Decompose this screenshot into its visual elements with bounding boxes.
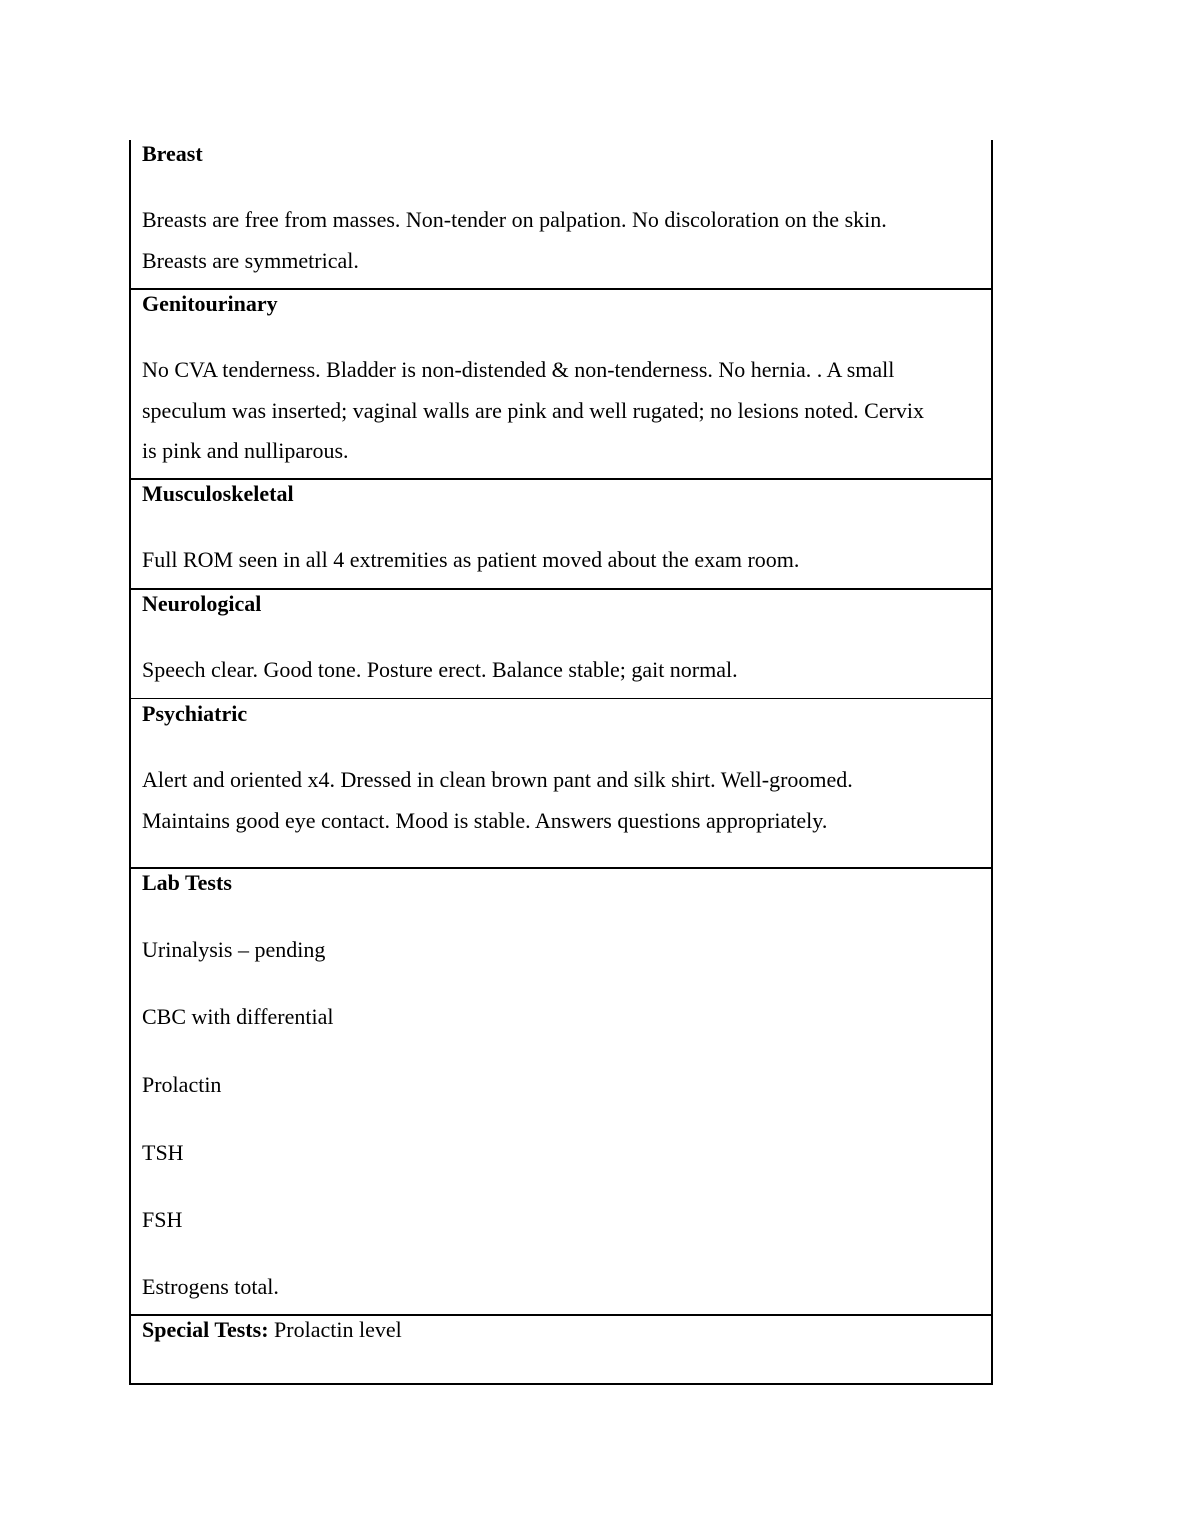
genitourinary-findings (142, 350, 987, 472)
neurological-line-1: Speech clear. Good tone. Posture erect. Balance stable; gait normal. (142, 657, 738, 682)
lab-test-item: TSH (142, 1140, 184, 1165)
row-divider (131, 698, 991, 699)
breast-line-2: Breasts are symmetrical. (142, 247, 359, 273)
lab-test-item: FSH (142, 1207, 183, 1232)
psychiatric-line-2: Maintains good eye contact. Mood is stable. Answers questions appropriately. (142, 807, 828, 833)
special-tests-value: Prolactin level (268, 1317, 402, 1342)
genitourinary-line-2: speculum was inserted; vaginal walls are pink and well rugated; no lesions noted. Cervix (142, 397, 925, 423)
lab-test-item: Estrogens total. (142, 1274, 279, 1299)
neurological-findings (142, 650, 987, 691)
special-tests-heading: Special Tests: (142, 1317, 269, 1342)
breast-findings (142, 200, 987, 281)
neurological-heading: Neurological (142, 591, 262, 616)
psychiatric-line-1: Alert and oriented x4. Dressed in clean brown pant and silk shirt. Well-groomed. (142, 767, 853, 792)
breast-heading: Breast (142, 141, 203, 166)
lab-test-item: Prolactin (142, 1072, 222, 1097)
lab-tests-heading: Lab Tests (142, 870, 232, 895)
genitourinary-line-1: No CVA tenderness. Bladder is non-distended & non-tenderness. No hernia. . A small (142, 357, 895, 382)
breast-line-1: Breasts are free from masses. Non-tender on palpation. No discoloration on the skin. (142, 207, 887, 232)
genitourinary-heading: Genitourinary (142, 291, 278, 316)
musculoskeletal-findings (142, 540, 987, 581)
genitourinary-line-3: is pink and nulliparous. (142, 438, 349, 463)
psychiatric-heading: Psychiatric (142, 701, 248, 726)
musculoskeletal-heading: Musculoskeletal (142, 481, 294, 506)
psychiatric-findings (142, 760, 987, 841)
musculoskeletal-line-1: Full ROM seen in all 4 extremities as patient moved about the exam room. (142, 547, 800, 572)
row-divider (131, 867, 991, 869)
lab-test-item: CBC with differential (142, 1004, 334, 1029)
lab-test-item: Urinalysis – pending (142, 937, 326, 962)
exam-findings-table (129, 140, 993, 1385)
special-tests-line (142, 1310, 402, 1350)
